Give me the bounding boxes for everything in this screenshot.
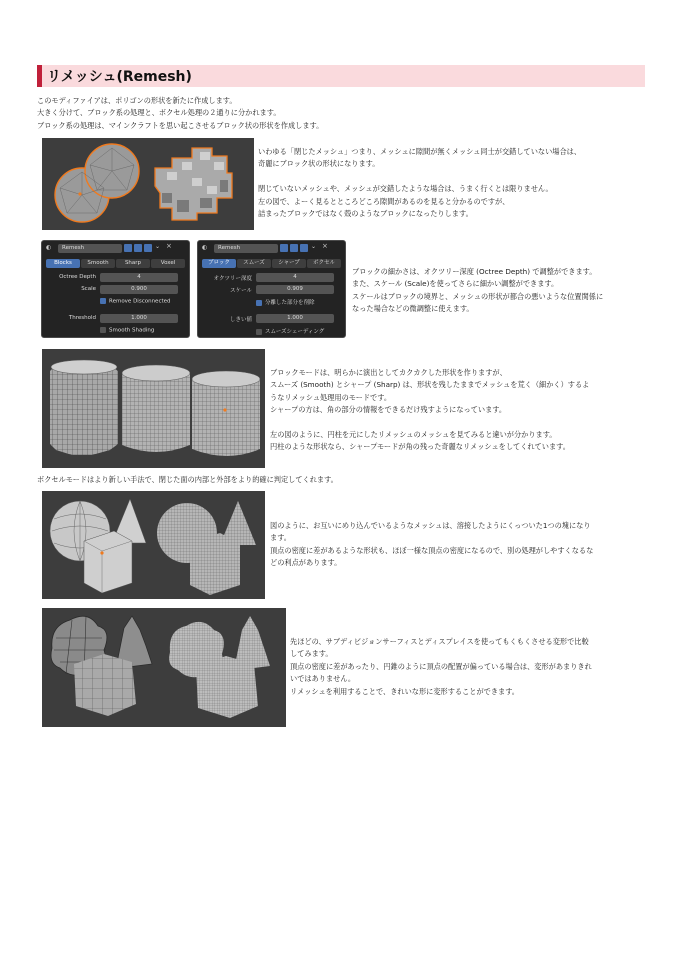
mode-tab-voxel[interactable]: Voxel — [151, 259, 185, 268]
viewport-icon[interactable] — [134, 244, 142, 252]
text-line: リメッシュを利用することで、きれいな形に変形することができます。 — [290, 686, 519, 696]
close-icon[interactable]: × — [166, 242, 172, 250]
scale-label: Scale — [81, 286, 96, 292]
text-line: ブロックの細かさは、オクツリー深度 (Octree Depth) で調整ができます。 — [352, 267, 597, 276]
octree-depth-field[interactable]: 4 — [100, 273, 178, 282]
mode-tab-voxel[interactable]: ボクセル — [307, 259, 341, 268]
mode-tab-blocks[interactable]: Blocks — [46, 259, 80, 268]
section1-paragraph — [258, 146, 581, 220]
checkbox-icon — [256, 329, 262, 335]
text-line: 左の図で、よーく見るとところどころ隙間があるのを見ると分かるのですが、 — [258, 196, 510, 206]
text-line: いわゆる「閉じたメッシュ」つまり、メッシュに隙間が無くメッシュ同士が交錯していない場合は、 — [258, 147, 582, 156]
text-line: このモディファイアは、ポリゴンの形状を新たに作成します。 — [37, 96, 237, 105]
check-icon — [256, 300, 262, 306]
scale-label: スケール — [230, 288, 252, 294]
modifier-name-field[interactable] — [214, 244, 278, 253]
voxel-intro-line: ボクセルモードはより新しい手法で、閉じた面の内部と外部をより的確に判定してくれます。 — [37, 475, 338, 484]
text-line: 詰まったブロックではなく殻のようなブロックになったりします。 — [258, 209, 473, 219]
text-line: ブロック系の処理は、マインクラフトを思い起こさせるブロック状の形状を作成します。 — [37, 120, 324, 130]
section3-paragraph — [270, 367, 589, 454]
close-icon[interactable]: × — [322, 242, 328, 250]
text-line: ブロックモードは、明らかに演出としてカクカクした形状を作りますが、 — [270, 368, 507, 377]
text-line — [258, 171, 581, 183]
threshold-label: しきい値 — [229, 317, 252, 323]
check-icon — [100, 298, 106, 304]
text-line: ます。 — [270, 533, 291, 543]
render-icon[interactable] — [300, 244, 308, 252]
octree-depth-label: Octree Depth — [59, 274, 96, 280]
render-icon[interactable] — [144, 244, 152, 252]
modifier-name: Remesh — [218, 245, 241, 251]
text-line: 左の図のように、円柱を元にしたリメッシュのメッシュを見てみると違いが分かります。 — [270, 430, 557, 440]
displace-comparison-image — [42, 608, 286, 727]
section-heading — [37, 65, 645, 87]
text-line: 円柱のような形状なら、シャープモードが角の残った奇麗なリメッシュをしてくれています。 — [270, 442, 570, 452]
remove-disconnected-checkbox[interactable] — [100, 298, 171, 305]
wrench-icon: ◐ — [46, 244, 52, 251]
voxel-comparison-image — [42, 491, 265, 599]
text-line: いではありません。 — [290, 674, 356, 684]
text-line: 先ほどの、サブディビジョンサーフィスとディスプレイスを使ってもくもくさせる変形で比較 — [290, 637, 589, 646]
remesh-panel-english — [41, 240, 190, 338]
remove-disconnected-label: Remove Disconnected — [109, 298, 171, 305]
section2-paragraph — [352, 266, 603, 316]
text-line: 頂点の密度に差があったり、円錐のように頂点の配置が偏っている場合は、変形があまりきれ — [290, 661, 592, 671]
text-line: 図のように、お互いにめり込んでいるようなメッシュは、溶接したようにくっついた1つの塊になり — [270, 521, 591, 530]
blocks-comparison-image — [42, 138, 254, 230]
text-line: なった場合などの微調整に使えます。 — [352, 304, 474, 314]
threshold-label: Threshold — [68, 315, 96, 321]
modifier-name: Remesh — [62, 245, 85, 251]
text-line: 閉じていないメッシュや、メッシュが交錯したような場合は、うまく行くとは限りません。 — [258, 184, 553, 194]
intro-paragraph — [37, 95, 323, 132]
text-line: 頂点の密度に差があるような形状も、ほぼ一様な頂点の密度になるので、別の処理がしやすくなるな — [270, 545, 594, 555]
text-line: また、スケール (Scale)を使ってさらに細かい調整ができます。 — [352, 279, 559, 289]
text-line: シャープの方は、角の部分の情報をできるだけ残すようになっています。 — [270, 405, 507, 415]
smooth-shading-checkbox[interactable] — [256, 327, 324, 335]
section5-paragraph — [290, 636, 592, 698]
page-title: リメッシュ(Remesh) — [47, 69, 192, 85]
text-line: 大きく分けて、ブロック系の処理と、ボクセル処理の２通りに分かれます。 — [37, 108, 281, 118]
text-line: スムーズ (Smooth) とシャープ (Sharp) は、形状を残したままでメッシュを荒く（細かく）するよ — [270, 380, 590, 390]
text-line: どの利点があります。 — [270, 558, 342, 568]
mode-tab-sharp[interactable]: シャープ — [272, 259, 306, 268]
scale-field[interactable]: 0.909 — [256, 285, 334, 294]
cylinders-comparison-image — [42, 349, 265, 468]
octree-depth-label: オクツリー深度 — [213, 276, 252, 282]
mode-tab-smooth[interactable]: Smooth — [81, 259, 115, 268]
dropdown-icon[interactable]: ⌄ — [155, 243, 161, 250]
smooth-shading-label: スムーズシェーディング — [265, 329, 325, 335]
scale-field[interactable]: 0.900 — [100, 285, 178, 294]
mode-tab-smooth[interactable]: スムーズ — [237, 259, 271, 268]
editmode-icon[interactable] — [124, 244, 132, 252]
threshold-field[interactable]: 1.000 — [256, 314, 334, 323]
smooth-shading-label: Smooth Shading — [109, 327, 155, 334]
text-line: 奇麗にブロック状の形状になります。 — [258, 159, 380, 169]
text-line: うなリメッシュ処理用のモードです。 — [270, 392, 392, 402]
checkbox-icon — [100, 327, 106, 333]
mode-tab-sharp[interactable]: Sharp — [116, 259, 150, 268]
remove-disconnected-checkbox[interactable] — [256, 298, 315, 306]
dropdown-icon[interactable]: ⌄ — [311, 243, 317, 250]
remesh-panel-japanese — [197, 240, 346, 338]
remove-disconnected-label: 分離した部分を削除 — [265, 300, 315, 306]
wrench-icon: ◐ — [202, 244, 208, 251]
text-line: スケールはブロックの境界と、メッシュの形状が都合の悪いような位置関係に — [352, 291, 604, 301]
editmode-icon[interactable] — [280, 244, 288, 252]
mode-tab-blocks[interactable]: ブロック — [202, 259, 236, 268]
threshold-field[interactable]: 1.000 — [100, 314, 178, 323]
octree-depth-field[interactable]: 4 — [256, 273, 334, 282]
viewport-icon[interactable] — [290, 244, 298, 252]
text-line — [270, 417, 589, 429]
smooth-shading-checkbox[interactable] — [100, 327, 154, 334]
text-line: してみます。 — [290, 649, 333, 659]
section4-paragraph — [270, 520, 593, 570]
modifier-name-field[interactable] — [58, 244, 122, 253]
